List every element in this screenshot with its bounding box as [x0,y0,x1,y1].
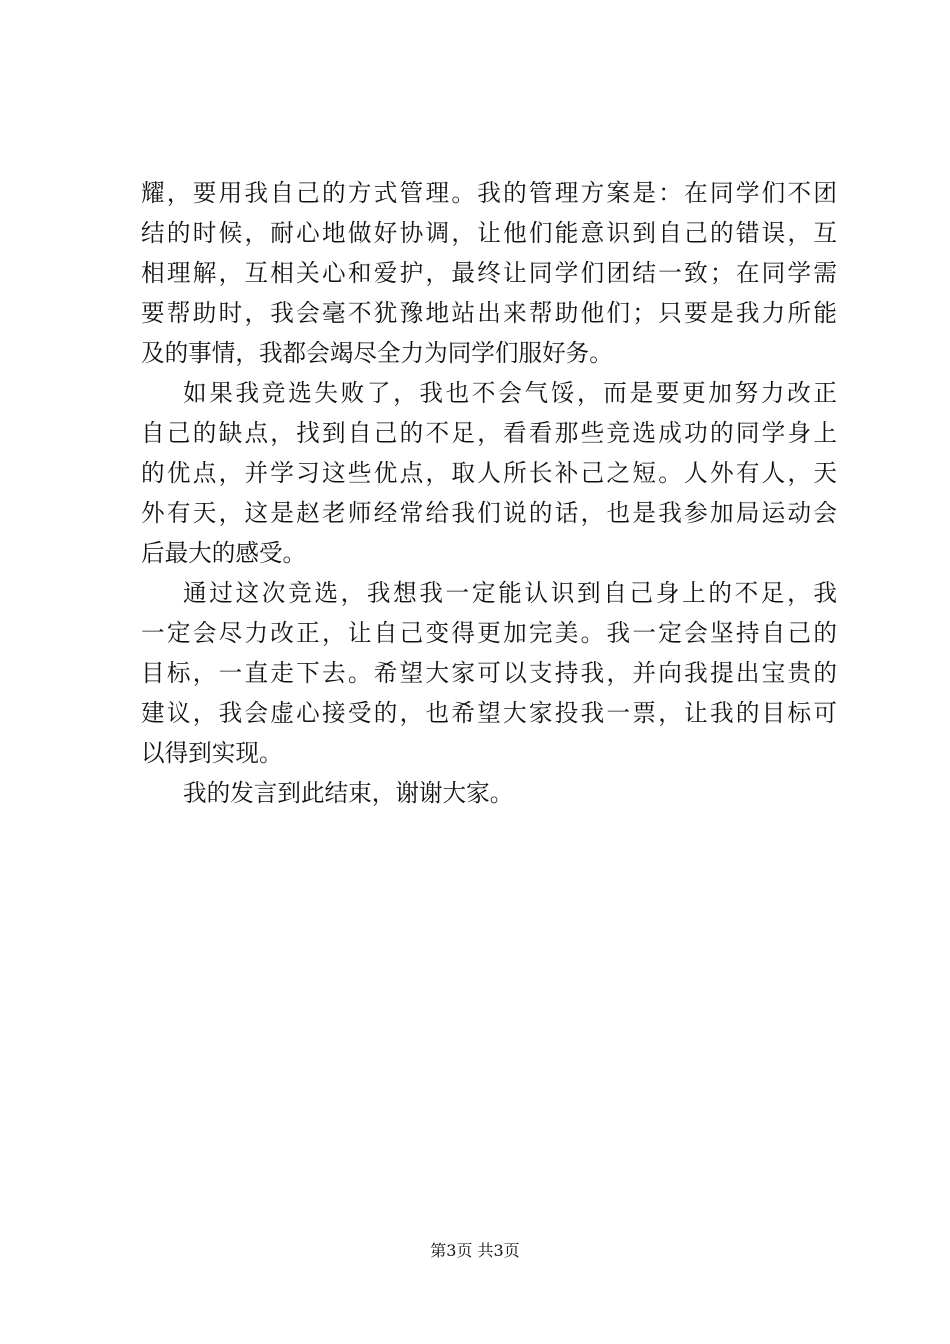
document-body [141,173,837,813]
page-footer [0,1240,950,1262]
paragraph-3-line-2: 一定会尽力改正，让自己变得更加完美。我一定会坚持自己的 [141,619,837,647]
paragraph-1-line-2: 结的时候，耐心地做好协调，让他们能意识到自己的错误，互 [141,219,837,247]
paragraph-1-line-3: 相理解，互相关心和爱护，最终让同学们团结一致；在同学需 [141,259,837,287]
paragraph-3-line-3: 目标，一直走下去。希望大家可以支持我，并向我提出宝贵的 [141,659,837,687]
paragraph-3-line-4: 建议，我会虚心接受的，也希望大家投我一票，让我的目标可 [141,699,837,727]
paragraph-2-line-3: 的优点，并学习这些优点，取人所长补己之短。人外有人，天 [141,459,837,487]
paragraph-4-line-1: 我的发言到此结束，谢谢大家。 [183,779,514,807]
paragraph-1-line-4: 要帮助时，我会毫不犹豫地站出来帮助他们；只要是我力所能 [141,299,837,327]
paragraph-2-line-5: 后最大的感受。 [141,539,307,567]
paragraph-1-line-5: 及的事情，我都会竭尽全力为同学们服好务。 [141,339,613,367]
paragraph-3-line-5: 以得到实现。 [141,739,283,767]
paragraph-2-line-1: 如果我竞选失败了，我也不会气馁，而是要更加努力改正 [183,379,837,407]
paragraph-2-line-4: 外有天，这是赵老师经常给我们说的话，也是我参加局运动会 [141,499,837,527]
paragraph-3-line-1: 通过这次竞选，我想我一定能认识到自己身上的不足，我 [183,579,837,607]
page-number-label: 第3页 共3页 [430,1241,520,1260]
paragraph-1-line-1: 耀，要用我自己的方式管理。我的管理方案是：在同学们不团 [141,179,837,207]
paragraph-2-line-2: 自己的缺点，找到自己的不足，看看那些竞选成功的同学身上 [141,419,837,447]
